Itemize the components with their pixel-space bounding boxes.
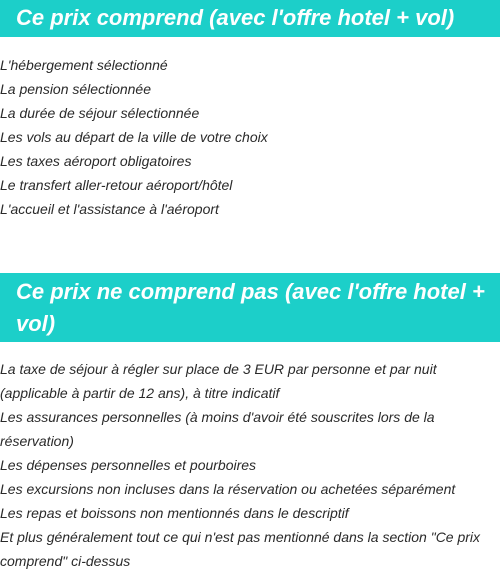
excluded-list (0, 357, 500, 573)
list-item: Le transfert aller-retour aéroport/hôtel (0, 177, 233, 193)
list-item: Les vols au départ de la ville de votre choix (0, 129, 268, 145)
included-list (0, 53, 500, 221)
list-item: Et plus généralement tout ce qui n'est pas mentionné dans la section "Ce prix comprend" ci-dessus (0, 529, 481, 569)
list-item: La taxe de séjour à régler sur place de 3 EUR par personne et par nuit (applicable à partir de 12 ans), à titre indicatif (0, 361, 437, 401)
list-item: L'accueil et l'assistance à l'aéroport (0, 201, 219, 217)
included-section-title: Ce prix comprend (avec l'offre hotel + vol) (0, 0, 500, 37)
included-section (0, 0, 500, 221)
list-item: Les assurances personnelles (à moins d'avoir été souscrites lors de la réservation) (0, 409, 435, 449)
list-item: La durée de séjour sélectionnée (0, 105, 200, 121)
list-item: L'hébergement sélectionné (0, 57, 168, 73)
list-item: Les dépenses personnelles et pourboires (0, 457, 257, 473)
list-item: Les repas et boissons non mentionnés dans le descriptif (0, 505, 349, 521)
excluded-section (0, 273, 500, 573)
list-item: La pension sélectionnée (0, 81, 152, 97)
list-item: Les excursions non incluses dans la réservation ou achetées séparément (0, 481, 456, 497)
excluded-section-title: Ce prix ne comprend pas (avec l'offre hotel + vol) (0, 273, 500, 342)
list-item: Les taxes aéroport obligatoires (0, 153, 192, 169)
